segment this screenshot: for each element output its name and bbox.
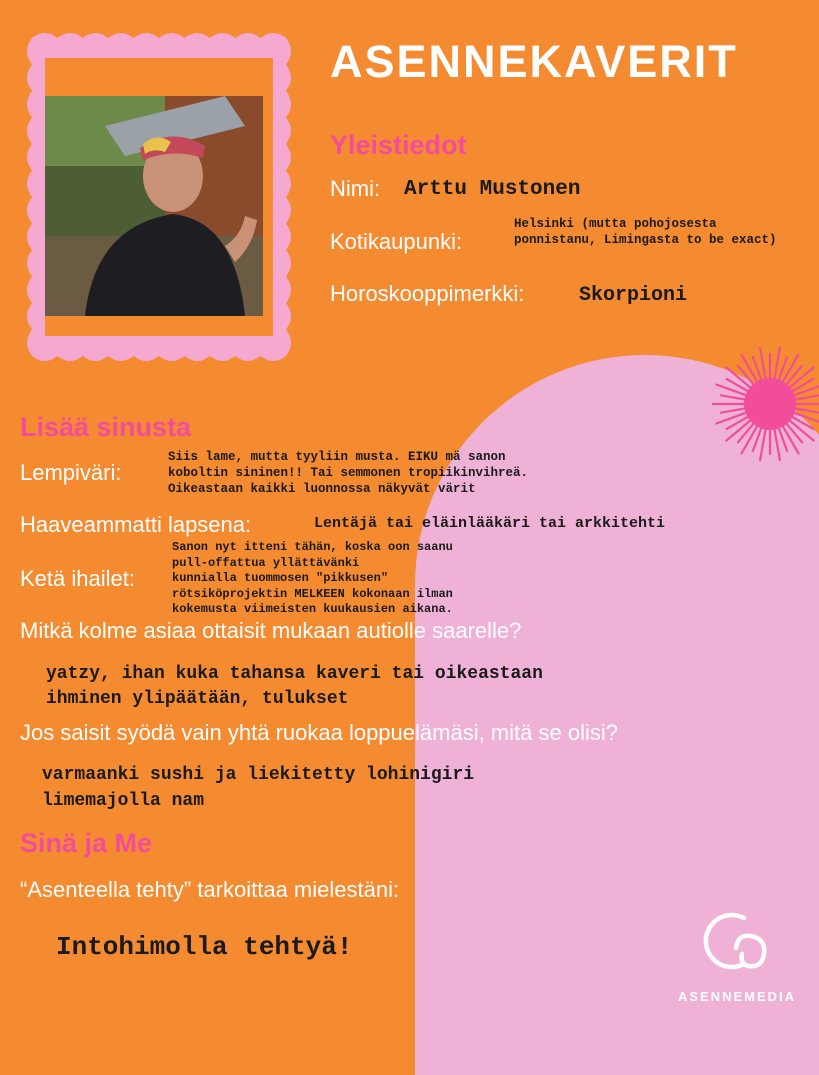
attitude-answer: Intohimolla tehtyä! (56, 932, 353, 962)
favorite-color-line: koboltin sininen!! Tai semmonen tropiikinvihreä. (168, 466, 529, 480)
sunburst-icon (712, 346, 819, 462)
admire-line: kokemusta viimeisten kuukausien aikana. (172, 602, 453, 616)
favorite-color-line: Oikeastaan kaikki luonnossa näkyvät värit (168, 482, 476, 496)
admire-line: Sanon nyt itteni tähän, koska oon saanu (172, 540, 453, 554)
food-question: Jos saisit syödä vain yhtä ruokaa loppuelämäsi, mitä se olisi? (20, 720, 618, 745)
island-answer-line: yatzy, ihan kuka tahansa kaveri tai oikeastaan (46, 664, 543, 684)
hometown-label: Kotikaupunki: (330, 229, 463, 254)
favorite-color-value (168, 449, 528, 497)
food-answer-line: varmaanki sushi ja liekitetty lohinigiri (42, 765, 475, 785)
island-answer (46, 662, 543, 712)
food-answer-line: limemajolla nam (42, 791, 205, 811)
section-heading-general: Yleistiedot (330, 130, 467, 160)
page-title: ASENNEKAVERIT (330, 36, 738, 87)
admire-line: kunnialla tuommosen "pikkusen" (172, 571, 389, 585)
attitude-question: “Asenteella tehty” tarkoittaa mielestäni: (20, 877, 400, 902)
dream-job-value: Lentäjä tai eläinlääkäri tai arkkitehti (314, 515, 666, 532)
hometown-line: Helsinki (mutta pohojosesta (514, 217, 717, 231)
food-answer (42, 762, 474, 814)
admire-line: pull-offattua yllättävänki (172, 555, 360, 570)
asennemedia-logo (672, 908, 802, 1008)
admire-value (172, 540, 453, 618)
hometown-line: ponnistanu, Limingasta to be exact) (514, 233, 777, 247)
name-value: Arttu Mustonen (404, 178, 581, 201)
name-label: Nimi: (330, 176, 381, 201)
logo-mark-icon (692, 908, 782, 974)
admire-label: Ketä ihailet: (20, 566, 135, 591)
zodiac-value: Skorpioni (579, 284, 688, 307)
admire-line: rötsiköprojektin MELKEEN kokonaan ilman (172, 586, 453, 601)
dream-job-label: Haaveammatti lapsena: (20, 512, 252, 537)
favorite-color-line: Siis lame, mutta tyyliin musta. EIKU mä sanon (168, 450, 506, 464)
hometown-value (514, 216, 777, 248)
profile-photo (45, 96, 263, 316)
favorite-color-label: Lempiväri: (20, 460, 122, 485)
section-heading-us: Sinä ja Me (20, 828, 153, 858)
island-question: Mitkä kolme asiaa ottaisit mukaan autiolle saarelle? (20, 618, 522, 643)
logo-text: ASENNEMEDIA (677, 989, 797, 1004)
island-answer-line: ihminen ylipäätään, tulukset (46, 689, 349, 709)
zodiac-label: Horoskooppimerkki: (330, 281, 525, 306)
section-heading-more: Lisää sinusta (20, 412, 192, 442)
